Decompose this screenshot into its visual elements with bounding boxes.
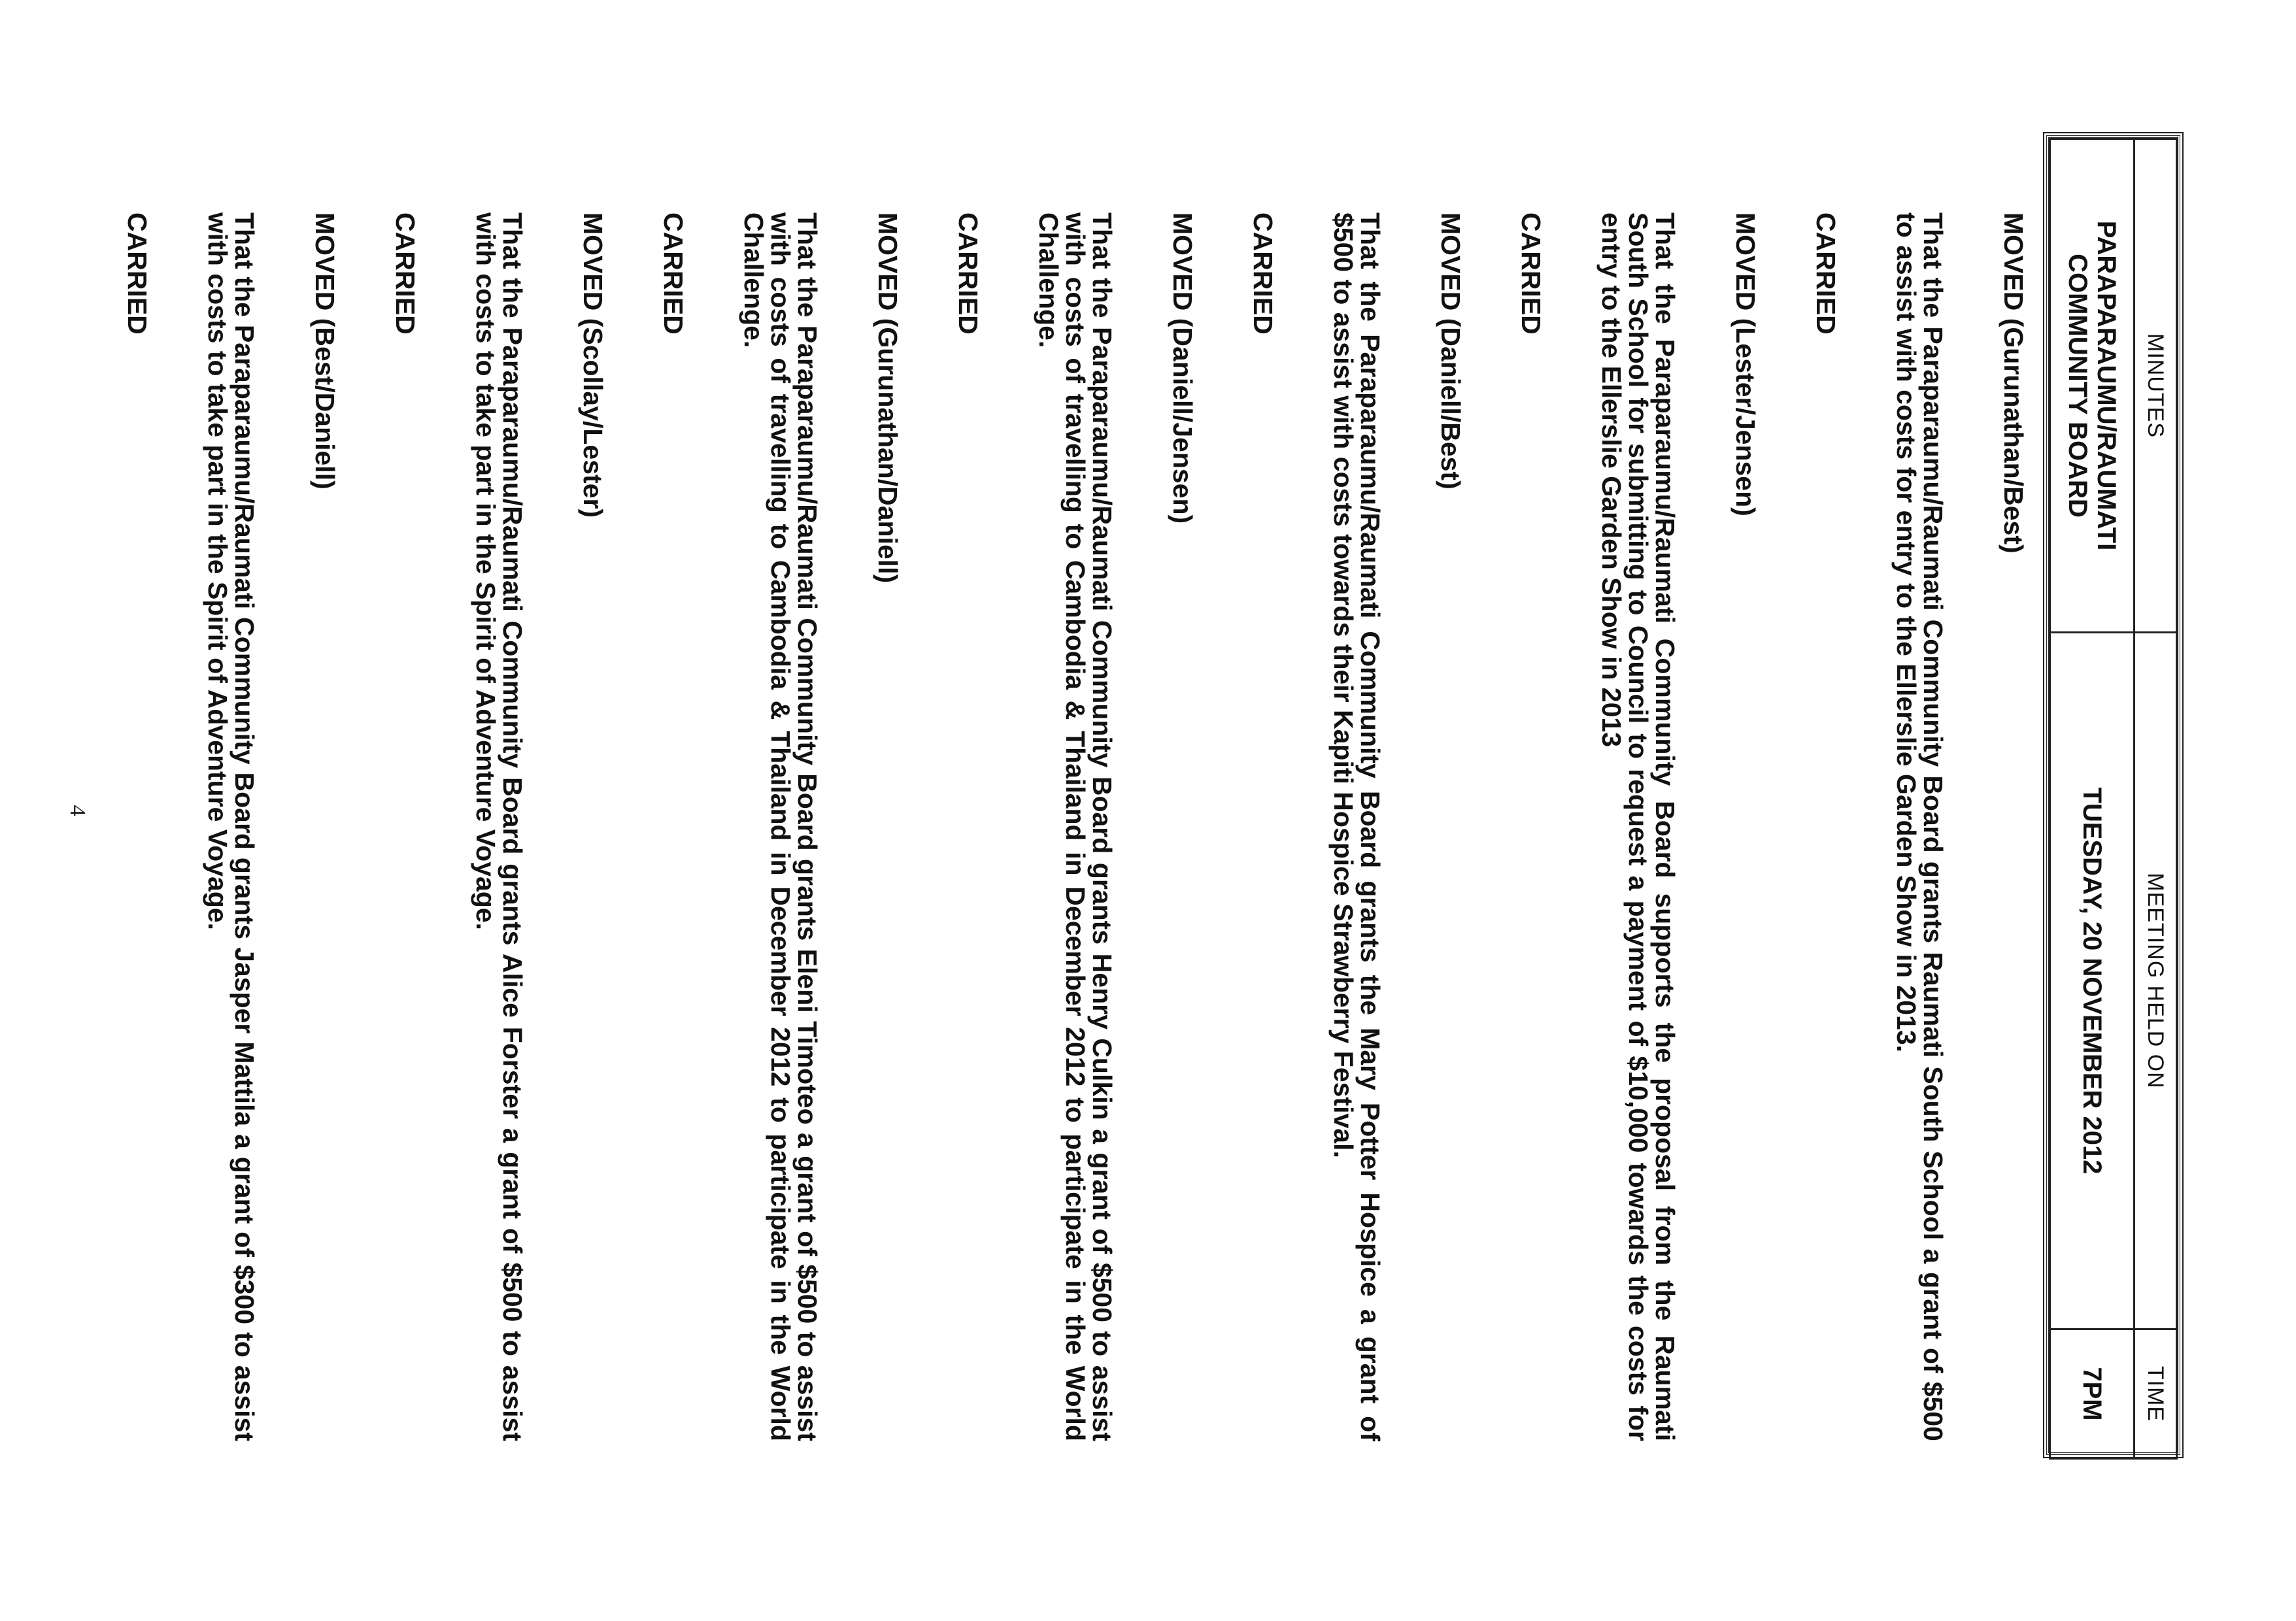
moved-line: MOVED (Gurunathan/Daniell) [873,212,903,584]
carried-line: CARRIED [1516,212,1546,335]
moved-line: MOVED (Daniell/Best) [1436,212,1466,490]
moved-line: MOVED (Gurunathan/Best) [1999,212,2029,554]
board-name: PARAPARAUMU/RAUMATI COMMUNITY BOARD [2050,139,2135,633]
resolution-paragraph: That the Paraparaumu/Raumati Community Board grants Eleni Timoteo a grant of $500 to assist with costs of travelling to Cambodia & Thailand in December 2012 to participate in the World Challenge. [739,212,822,1441]
meeting-time: 7PM [2050,1329,2135,1459]
moved-line: MOVED (Scollay/Lester) [578,212,608,518]
resolution-paragraph: That the Paraparaumu/Raumati Community Board grants Henry Culkin a grant of $500 to assist with costs of travelling to Cambodia & Thailand in December 2012 to participate in the World Challenge. [1034,212,1117,1441]
header-table [2049,138,2178,1460]
time-label: TIME [2135,1329,2177,1459]
meeting-date: TUESDAY, 20 NOVEMBER 2012 [2050,633,2135,1329]
carried-line: CARRIED [658,212,688,335]
resolution-paragraph: That the Paraparaumu/Raumati Community Board grants Jasper Mattila a grant of $300 to assist with costs to take part in the Spirit of Adventure Voyage. [203,212,260,1441]
moved-line: MOVED (Daniell/Jensen) [1168,212,1198,524]
moved-line: MOVED (Best/Daniell) [310,212,340,490]
page-number: 4 [65,805,90,816]
meeting-held-on-label: MEETING HELD ON [2135,633,2177,1329]
carried-line: CARRIED [390,212,420,335]
resolution-paragraph: That the Paraparaumu/Raumati Community Board grants Alice Forster a grant of $500 to assist with costs to take part in the Spirit of Adventure Voyage. [471,212,528,1441]
carried-line: CARRIED [953,212,983,335]
carried-line: CARRIED [1811,212,1841,335]
resolution-paragraph: That the Paraparaumu/Raumati Community Board grants Raumati South School a grant of $500 to assist with costs for entry to the Ellerslie Garden Show in 2013. [1891,212,1948,1441]
carried-line: CARRIED [1248,212,1278,335]
minutes-label: MINUTES [2135,139,2177,633]
resolution-paragraph: That the Paraparaumu/Raumati Community Board grants the Mary Potter Hospice a grant of $500 to assist with costs towards their Kapiti Hospice Strawberry Festival. [1328,212,1385,1441]
resolution-paragraph: That the Paraparaumu/Raumati Community Board supports the proposal from the Raumati South School for submitting to Council to request a payment of $10,000 towards the costs for entry to the Ellerslie Garden Show in 2013 [1596,212,1680,1441]
minutes-header-box [2046,135,2180,1455]
carried-line: CARRIED [122,212,152,335]
moved-line: MOVED (Lester/Jensen) [1730,212,1761,516]
minutes-body [70,212,2027,1441]
